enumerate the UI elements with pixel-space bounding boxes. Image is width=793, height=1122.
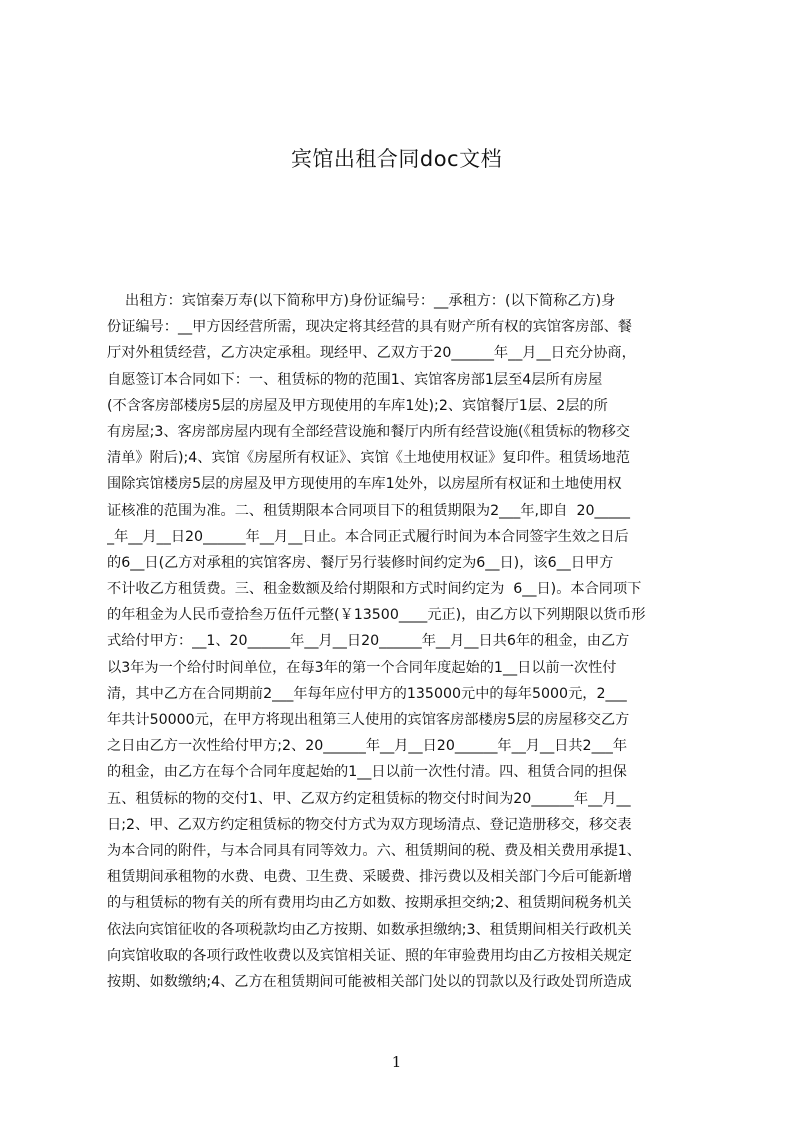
body-line-3: 厅对外租赁经营，乙方决定承租。现经甲、乙双方于20______年__月__日充分协商， [107, 345, 636, 362]
page-number: 1 [391, 1053, 402, 1071]
body-line-16: 清，其中乙方在合同期前2___年每年应付甲方的135000元中的每年5000元，2___ [107, 685, 627, 702]
body-line-9: 证核准的范围为准。二、租赁期限本合同项目下的租赁期限为2___年,即自 20_____ [107, 502, 630, 519]
body-line-11: 的6__日(乙方对承租的宾馆客房、餐厅另行装修时间约定为6__日)，该6__日甲方 [107, 554, 614, 571]
body-line-10: _年__月__日20______年__月__日止。本合同正式履行时间为本合同签字生效之日后 [107, 528, 629, 545]
body-line-4: 自愿签订本合同如下：一、租赁标的物的范围1、宾馆客房部1层至4层所有房屋 [107, 371, 603, 388]
body-line-15: 以3年为一个给付时间单位，在每3年的第一个合同年度起始的1__日以前一次性付 [107, 659, 617, 676]
body-line-6: 有房屋;3、客房部房屋内现有全部经营设施和餐厅内所有经营设施(《租赁标的物移交 [107, 423, 630, 440]
body-line-13: 的年租金为人民币壹拾叁万伍仟元整(￥13500____元正)，由乙方以下列期限以货币形 [107, 607, 646, 624]
body-line-17: 年共计50000元，在甲方将现出租第三人使用的宾馆客房部楼房5层的房屋移交乙方 [107, 712, 630, 728]
body-line-25: 依法向宾馆征收的各项税款均由乙方按期、如数承担缴纳;3、租赁期间相关行政机关 [107, 921, 632, 938]
body-line-24: 的与租赁标的物有关的所有费用均由乙方如数、按期承担交纳;2、租赁期间税务机关 [107, 895, 632, 912]
body-line-21: 日;2、甲、乙双方约定租赁标的物交付方式为双方现场清点、登记造册移交，移交表 [107, 816, 632, 833]
body-line-8: 围除宾馆楼房5层的房屋及甲方现使用的车库1处外，以房屋所有权证和土地使用权 [107, 476, 622, 493]
document-title: 宾馆出租合同doc文档 [290, 147, 503, 171]
body-line-5: (不含客房部楼房5层的房屋及甲方现使用的车库1处);2、宾馆餐厅1层、2层的所 [107, 397, 608, 414]
body-line-2: 份证编号：__甲方因经营所需，现决定将其经营的具有财产所有权的宾馆客房部、餐 [107, 319, 632, 336]
body-line-1: 出租方：宾馆秦万寿(以下简称甲方)身份证编号：__承租方：(以下简称乙方)身 [107, 293, 616, 309]
body-line-20: 五、租赁标的物的交付1、甲、乙双方约定租赁标的物交付时间为20______年__月__ [107, 790, 631, 807]
body-line-18: 之日由乙方一次性给付甲方;2、20______年__月__日20______年__月__日共2___年 [107, 738, 628, 755]
body-line-12: 不计收乙方租赁费。三、租金数额及给付期限和方式时间约定为 6__日)。本合同项下 [107, 581, 642, 598]
body-line-19: 的租金，由乙方在每个合同年度起始的1__日以前一次性付清。四、租赁合同的担保 [107, 764, 627, 781]
body-line-26: 向宾馆收取的各项行政性收费以及宾馆相关证、照的年审验费用均由乙方按相关规定 [107, 947, 632, 964]
body-line-7: 清单》附后);4、宾馆《房屋所有权证》、宾馆《土地使用权证》复印件。租赁场地范 [107, 450, 630, 467]
body-line-22: 为本合同的附件，与本合同具有同等效力。六、租赁期间的税、费及相关费用承提1、 [107, 842, 641, 859]
body-line-27: 按期、如数缴纳;4、乙方在租赁期间可能被相关部门处以的罚款以及行政处罚所造成 [107, 973, 632, 990]
body-line-14: 式给付甲方：__1、20______年__月__日20______年__月__日共6年的租金，由乙方 [107, 633, 630, 650]
document-body [107, 288, 793, 995]
body-line-23: 租赁期间承租物的水费、电费、卫生费、采暖费、排污费以及相关部门今后可能新增 [107, 869, 632, 886]
